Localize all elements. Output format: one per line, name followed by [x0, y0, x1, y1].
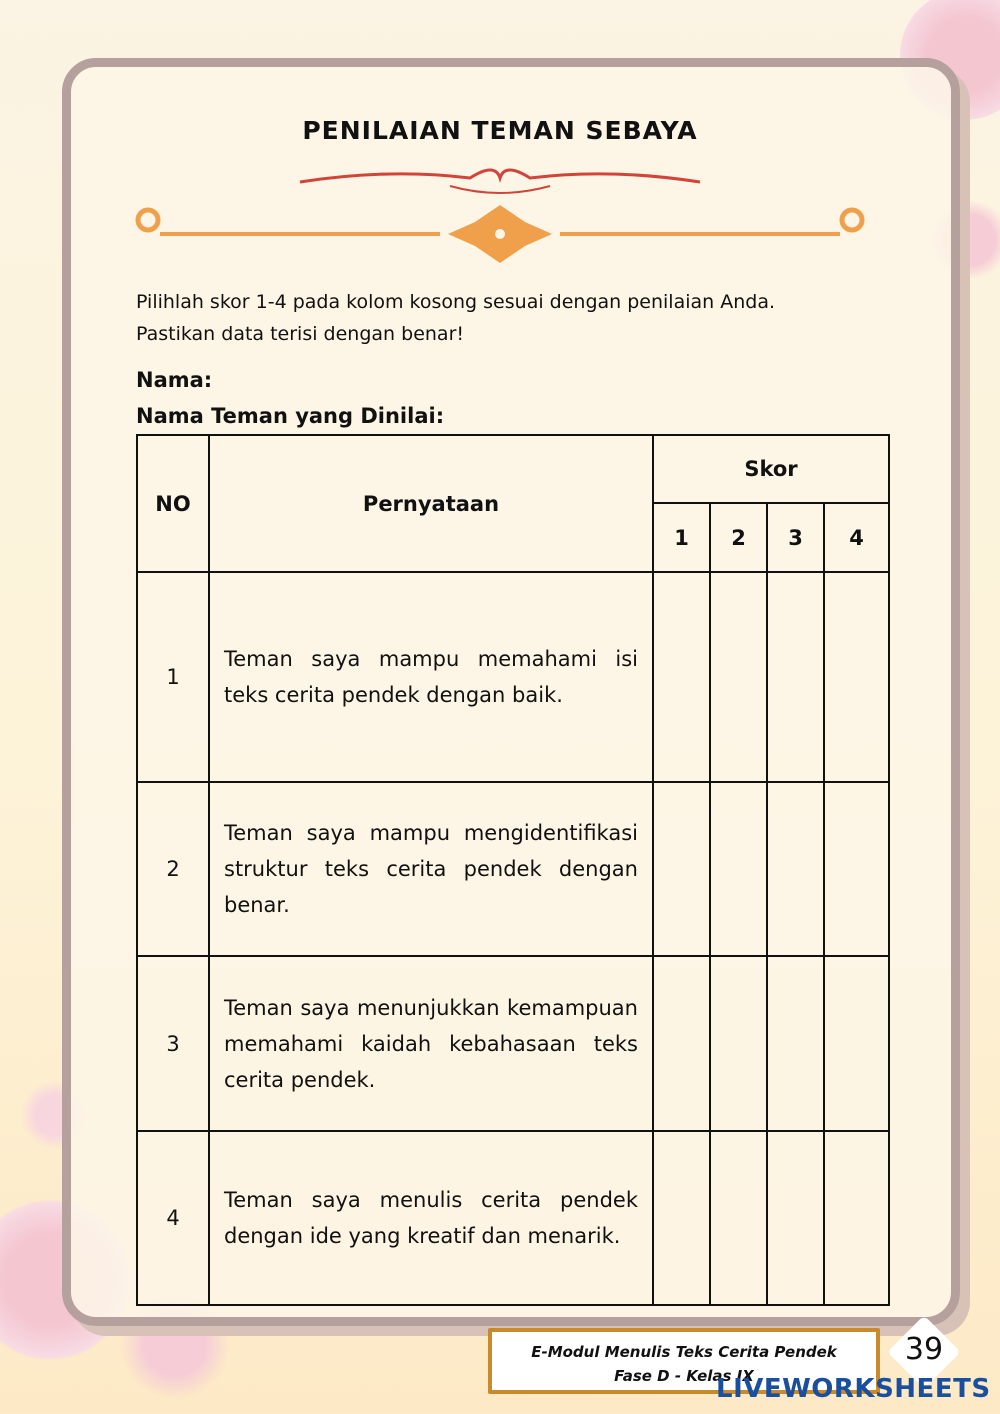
score-cell-4[interactable] — [824, 956, 889, 1131]
score-header-3: 3 — [767, 503, 824, 572]
score-header-1: 1 — [653, 503, 710, 572]
page-title: PENILAIAN TEMAN SEBAYA — [302, 116, 698, 145]
score-cell-2[interactable] — [710, 782, 767, 956]
instruction-line-2: Pastikan data terisi dengan benar! — [136, 323, 464, 345]
footer-line-2: Fase D - Kelas IX — [614, 1367, 754, 1385]
header-no: NO — [137, 435, 209, 572]
table-row — [137, 782, 889, 956]
score-cell-1[interactable] — [653, 1131, 710, 1305]
footer-line-1: E-Modul Menulis Teks Cerita Pendek — [531, 1343, 837, 1361]
row-statement: Teman saya mampu memahami isi teks cerita pendek dengan baik. — [209, 572, 653, 782]
row-statement: Teman saya mampu mengidentifikasi struktur teks cerita pendek dengan benar. — [209, 782, 653, 956]
row-number: 4 — [137, 1131, 209, 1305]
score-header-2: 2 — [710, 503, 767, 572]
row-statement: Teman saya menunjukkan kemampuan memahami kaidah kebahasaan teks cerita pendek. — [209, 956, 653, 1131]
score-header-4: 4 — [824, 503, 889, 572]
ornament-divider — [130, 160, 870, 270]
name-label: Nama: — [136, 368, 213, 392]
row-number: 1 — [137, 572, 209, 782]
table-row — [137, 1131, 889, 1305]
score-cell-3[interactable] — [767, 782, 824, 956]
table-row — [137, 572, 889, 782]
score-cell-2[interactable] — [710, 956, 767, 1131]
score-cell-4[interactable] — [824, 782, 889, 956]
row-number: 3 — [137, 956, 209, 1131]
peer-name-label: Nama Teman yang Dinilai: — [136, 404, 445, 428]
instructions — [136, 286, 896, 350]
liveworksheets-watermark: LIVEWORKSHEETS — [716, 1374, 991, 1404]
header-statement: Pernyataan — [209, 435, 653, 572]
score-cell-1[interactable] — [653, 572, 710, 782]
score-cell-2[interactable] — [710, 572, 767, 782]
table-row — [137, 956, 889, 1131]
row-statement: Teman saya menulis cerita pendek dengan ide yang kreatif dan menarik. — [209, 1131, 653, 1305]
header-score: Skor — [653, 435, 889, 503]
score-cell-3[interactable] — [767, 956, 824, 1131]
page-number: 39 — [904, 1332, 944, 1367]
score-cell-3[interactable] — [767, 572, 824, 782]
score-cell-1[interactable] — [653, 956, 710, 1131]
score-cell-4[interactable] — [824, 572, 889, 782]
assessment-table — [136, 434, 890, 1306]
score-cell-3[interactable] — [767, 1131, 824, 1305]
row-number: 2 — [137, 782, 209, 956]
score-cell-1[interactable] — [653, 782, 710, 956]
score-cell-4[interactable] — [824, 1131, 889, 1305]
instruction-line-1: Pilihlah skor 1-4 pada kolom kosong sesuai dengan penilaian Anda. — [136, 291, 776, 313]
score-cell-2[interactable] — [710, 1131, 767, 1305]
